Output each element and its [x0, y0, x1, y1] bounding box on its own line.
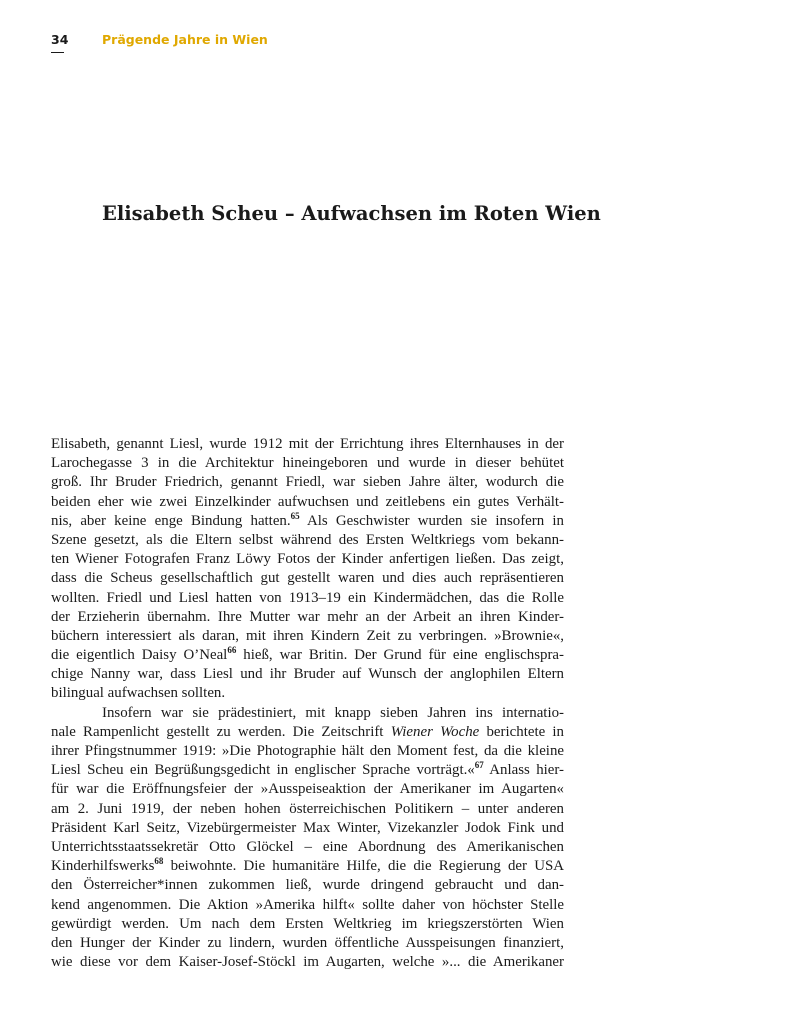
text-segment: Kinderhilfswerks [51, 858, 155, 875]
text-line: Insofern war sie prädestiniert, mit knapp sieben Jahren ins internatio- [102, 704, 564, 721]
text-segment: Liesl Scheu ein Begrüßungsgedicht in englischer Sprache vorträgt.« [51, 762, 475, 779]
text-line: ihrer Pfingstnummer 1919: »Die Photographie hält den Moment fest, da die kleine [51, 743, 564, 759]
text-segment: Als Geschwister wurden sie insofern in [299, 512, 564, 529]
body-text [51, 435, 564, 972]
footnote-ref-68: 68 [154, 856, 164, 867]
text-line: groß. Ihr Bruder Friedrich, genannt Friedl, war sieben Jahre älter, wodurch die [51, 474, 564, 491]
text-line: den Hunger der Kinder zu lindern, wurden öffentliche Ausspeisungen finanziert, [51, 934, 564, 951]
text-line: bilingual aufwachsen sollten. [51, 685, 226, 702]
text-line [51, 512, 564, 531]
text-line: chige Nanny war, dass Liesl und ihr Bruder auf Wunsch der anglophilen Eltern [51, 666, 564, 683]
text-line: am 2. Juni 1919, der neben hohen österreichischen Politikern – unter anderen [51, 800, 564, 817]
footnote-ref-67: 67 [474, 760, 484, 771]
text-line: kend angenommen. Die Aktion »Amerika hilft« sollte daher von höchster Stelle [51, 896, 564, 913]
paragraph-1 [51, 435, 564, 704]
text-segment: hieß, war Britin. Der Grund für eine englischspra- [236, 647, 565, 664]
text-line: gewürdigt werden. Um nach dem Ersten Weltkrieg im kriegszerstörten Wien [51, 915, 564, 932]
folio-rule [51, 52, 64, 53]
text-line: beiden eher wie zwei Einzelkinder aufwuchsen und zeitlebens ein gutes Verhält- [51, 493, 564, 510]
text-line: der Erzieherin übernahm. Ihre Mutter war mehr an der Arbeit an ihren Kinder- [51, 608, 564, 625]
page-number: 34 [51, 32, 69, 47]
text-line [51, 857, 564, 876]
footnote-ref-66: 66 [227, 645, 237, 656]
text-line [51, 723, 564, 742]
text-line: ten Wiener Fotografen Franz Löwy Fotos der Kinder anfertigen ließen. Das zeigt, [51, 551, 564, 568]
text-line: Unterrichtsstaatssekretär Otto Glöckel – eine Abordnung des Amerikanischen [51, 838, 564, 855]
text-line: für war die Eröffnungsfeier der »Ausspeiseaktion der Amerikaner im Augarten« [51, 781, 564, 798]
text-line: Szene gesetzt, als die Eltern selbst während des Ersten Weltkriegs vom bekann- [51, 531, 564, 548]
text-segment: beiwohnte. Die humanitäre Hilfe, die die Regierung der USA [163, 858, 564, 875]
paragraph-2 [51, 704, 564, 973]
text-line: Larochegasse 3 in die Architektur hineingeboren und wurde in dieser behütet [51, 455, 564, 472]
text-segment: berichtete in [479, 723, 565, 740]
text-line [51, 646, 564, 665]
text-line: Präsident Karl Seitz, Vizebürgermeister Max Winter, Vizekanzler Jodok Fink und [51, 819, 564, 836]
text-line: dass die Scheus gesellschaftlich gut gestellt waren und dies auch repräsentieren [51, 570, 564, 587]
footnote-ref-65: 65 [290, 510, 300, 521]
text-segment: nis, aber keine enge Bindung hatten. [51, 512, 291, 529]
publication-title: Wiener Woche [390, 723, 480, 740]
text-segment: nale Rampenlicht gestellt zu werden. Die Zeitschrift [51, 723, 391, 740]
running-head-section: Prägende Jahre in Wien [102, 32, 268, 47]
text-line: den Österreicher*innen zukommen ließ, wurde dringend gebraucht und dan- [51, 877, 564, 894]
text-line: Elisabeth, genannt Liesl, wurde 1912 mit der Errichtung ihres Elternhauses in der [51, 436, 564, 452]
text-segment: Anlass hier- [483, 762, 565, 779]
text-line [51, 761, 564, 780]
chapter-title: Elisabeth Scheu – Aufwachsen im Roten Wien [102, 202, 601, 225]
text-line: wollten. Friedl und Liesl hatten von 1913–19 ein Kindermädchen, das die Rolle [51, 589, 564, 606]
text-line: büchern interessiert als daran, mit ihren Kindern Zeit zu verbringen. »Brownie«, [51, 627, 564, 644]
text-line: wie diese vor dem Kaiser-Josef-Stöckl im Augarten, welche »... die Amerikaner [51, 954, 564, 971]
text-segment: die eigentlich Daisy O’Neal [51, 647, 228, 664]
